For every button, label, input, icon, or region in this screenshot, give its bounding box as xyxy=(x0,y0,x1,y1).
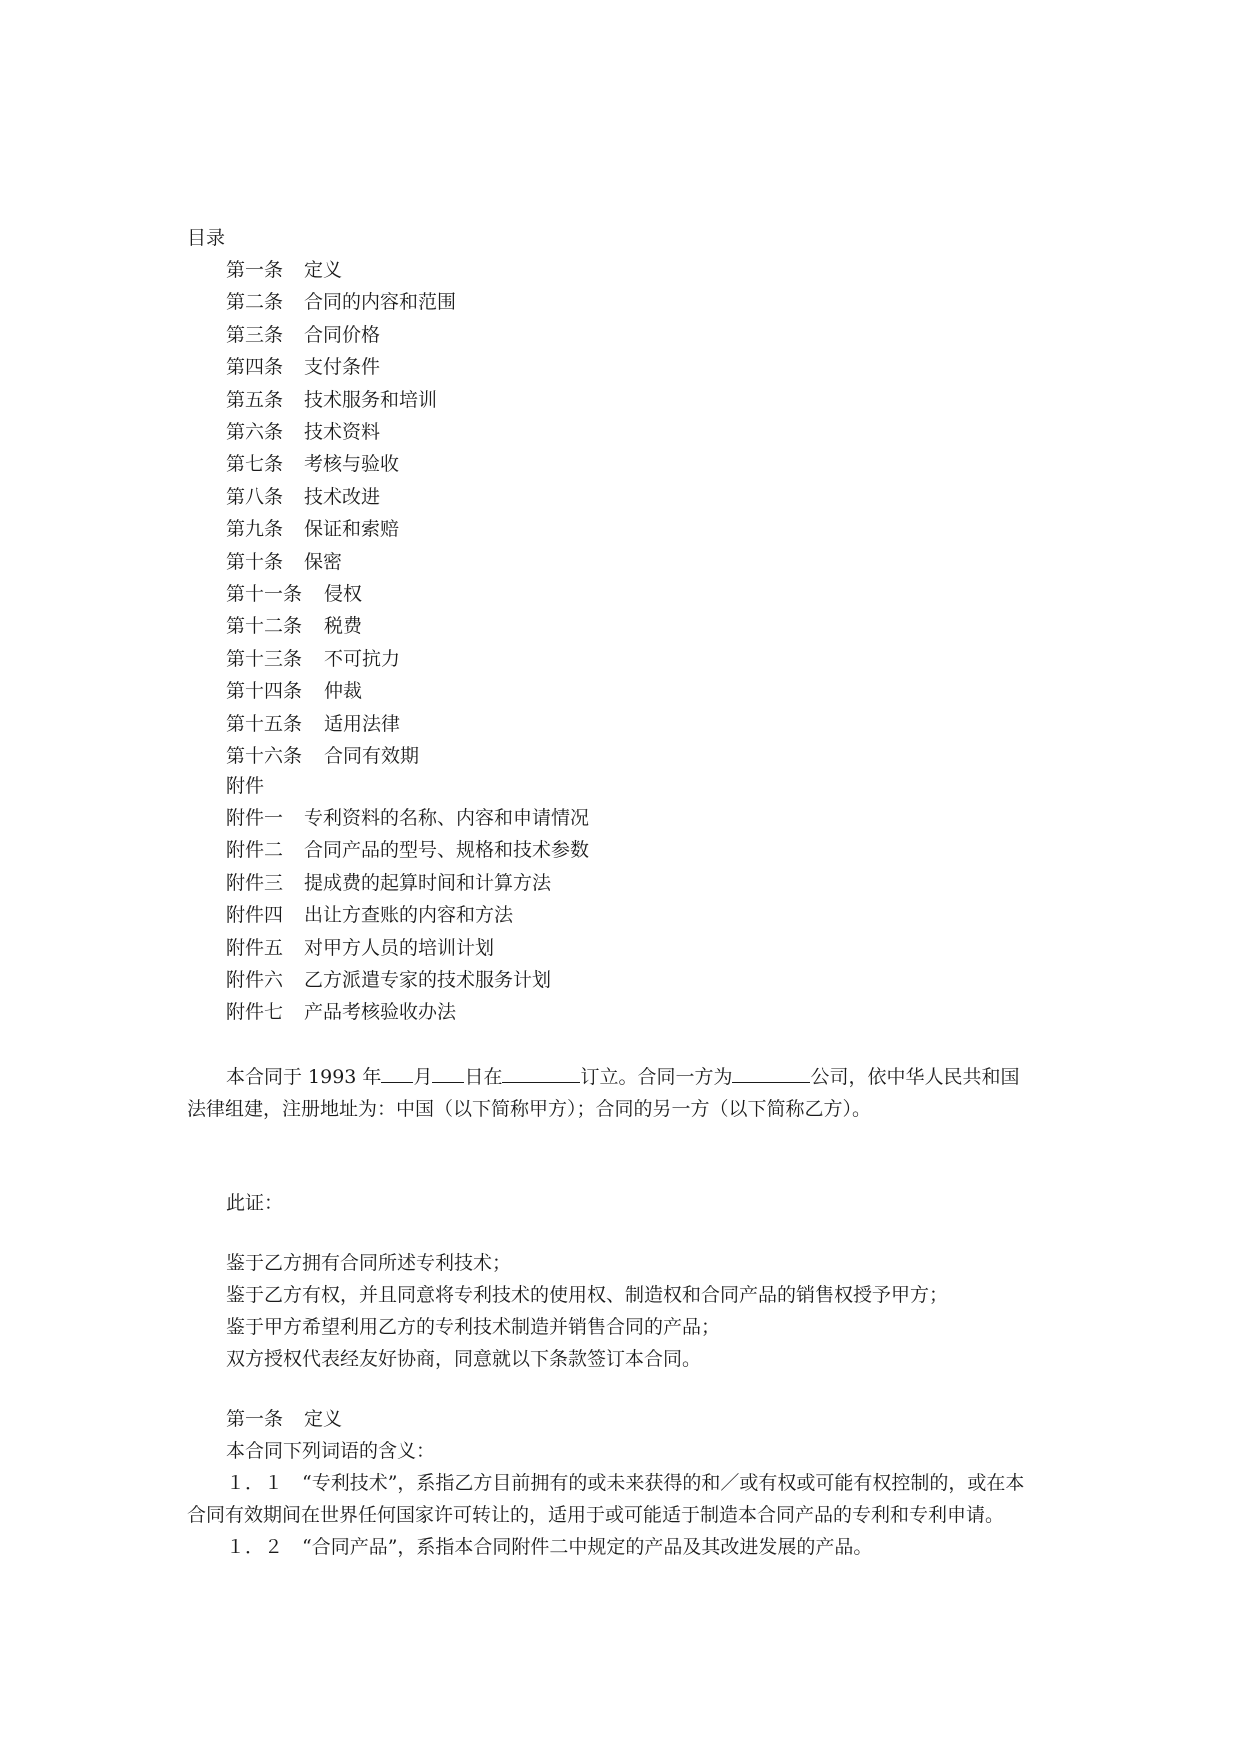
appendix-item-title: 专利资料的名称、内容和申请情况 xyxy=(304,807,590,829)
appendix-item xyxy=(226,936,494,960)
toc-item-title: 保密 xyxy=(304,550,343,573)
appendix-item xyxy=(226,838,589,862)
appendix-item xyxy=(226,903,513,927)
toc-item-number: 第三条 xyxy=(226,323,284,346)
preamble-text-b: 月 xyxy=(413,1066,433,1088)
toc-item xyxy=(226,323,380,347)
appendix-item-title: 合同产品的型号、规格和技术参数 xyxy=(304,839,590,862)
toc-item-number: 第七条 xyxy=(226,453,284,476)
toc-item xyxy=(226,355,380,379)
appendix-item-number: 附件一 xyxy=(226,807,284,829)
preamble-line-1 xyxy=(226,1065,1020,1089)
preamble-line-2: 法律组建，注册地址为：中国（以下简称甲方）；合同的另一方（以下简称乙方）。 xyxy=(187,1098,872,1120)
toc-item-title: 合同价格 xyxy=(304,323,381,346)
appendix-item-number: 附件五 xyxy=(226,936,284,959)
appendix-item-title: 产品考核验收办法 xyxy=(304,1001,457,1024)
toc-item xyxy=(226,679,362,703)
toc-item-title: 定义 xyxy=(304,259,343,281)
toc-item-number: 第八条 xyxy=(226,485,284,508)
appendix-item xyxy=(226,968,551,992)
toc-item xyxy=(226,290,456,314)
appendix-item xyxy=(226,1000,456,1024)
toc-item-number: 第十一条 xyxy=(226,583,303,605)
toc-item xyxy=(226,744,419,768)
witness-line: 鉴于甲方希望利用乙方的专利技术制造并销售合同的产品； xyxy=(226,1316,721,1338)
toc-item-number: 第十五条 xyxy=(226,712,303,735)
toc-item-title: 适用法律 xyxy=(324,712,401,735)
toc-item xyxy=(226,550,342,574)
toc-item-title: 侵权 xyxy=(324,583,363,605)
toc-item xyxy=(226,258,342,282)
toc-item-number: 第十三条 xyxy=(226,647,303,670)
appendix-heading: 附件 xyxy=(226,775,265,797)
toc-item-title: 合同有效期 xyxy=(324,745,420,767)
article-1-number: 第一条 xyxy=(226,1408,284,1430)
toc-item-number: 第十条 xyxy=(226,550,284,573)
witness-line: 鉴于乙方有权，并且同意将专利技术的使用权、制造权和合同产品的销售权授予甲方； xyxy=(226,1284,949,1306)
toc-item-number: 第四条 xyxy=(226,356,284,379)
article-1-heading xyxy=(226,1407,342,1431)
toc-item-number: 第二条 xyxy=(226,291,284,314)
toc-item-title: 不可抗力 xyxy=(324,647,401,670)
preamble-text-d: 订立。合同一方为 xyxy=(580,1066,733,1088)
witness-line: 鉴于乙方拥有合同所述专利技术； xyxy=(226,1252,512,1274)
article-1-intro: 本合同下列词语的含义： xyxy=(226,1440,436,1462)
preamble-text-a: 本合同于 1993 年 xyxy=(226,1066,382,1088)
clause-1-1-line-1: １．１ “专利技术”，系指乙方目前拥有的或未来获得的和／或有权或可能有权控制的，或在本 xyxy=(226,1472,1025,1494)
toc-item-number: 第一条 xyxy=(226,259,284,281)
preamble-text-c: 日在 xyxy=(464,1066,503,1088)
clause-1-2: １．２ “合同产品”，系指本合同附件二中规定的产品及其改进发展的产品。 xyxy=(226,1536,873,1558)
appendix-item-number: 附件四 xyxy=(226,904,284,927)
blank-day xyxy=(432,1065,464,1083)
toc-item-number: 第十六条 xyxy=(226,745,303,767)
toc-item-title: 支付条件 xyxy=(304,356,381,379)
clause-1-1-line-2: 合同有效期间在世界任何国家许可转让的，适用于或可能适于制造本合同产品的专利和专利申请。 xyxy=(187,1504,1005,1526)
toc-title: 目录 xyxy=(187,227,226,249)
toc-item xyxy=(226,420,380,444)
toc-item-title: 仲裁 xyxy=(324,680,363,703)
appendix-item-title: 出让方查账的内容和方法 xyxy=(304,904,514,927)
blank-month xyxy=(381,1065,413,1083)
toc-item-title: 技术资料 xyxy=(304,421,381,443)
toc-item-number: 第九条 xyxy=(226,518,284,541)
toc-item-title: 税费 xyxy=(324,615,363,638)
witness-line: 双方授权代表经友好协商，同意就以下条款签订本合同。 xyxy=(226,1348,702,1370)
appendix-item xyxy=(226,871,551,895)
toc-item-number: 第十二条 xyxy=(226,615,303,638)
toc-item-title: 合同的内容和范围 xyxy=(304,291,457,314)
appendix-item-number: 附件三 xyxy=(226,871,284,894)
appendix-item-title: 乙方派遣专家的技术服务计划 xyxy=(304,969,552,991)
article-1-title: 定义 xyxy=(304,1408,343,1430)
toc-item xyxy=(226,517,399,541)
toc-item-number: 第五条 xyxy=(226,388,284,411)
blank-company xyxy=(732,1065,810,1083)
appendix-item-title: 对甲方人员的培训计划 xyxy=(304,936,495,959)
toc-item xyxy=(226,712,400,736)
toc-item xyxy=(226,614,362,638)
appendix-item-number: 附件七 xyxy=(226,1001,284,1024)
toc-item xyxy=(226,485,380,509)
toc-item xyxy=(226,582,362,606)
toc-item-title: 技术改进 xyxy=(304,485,381,508)
witness-heading: 此证： xyxy=(226,1192,284,1214)
appendix-item-number: 附件六 xyxy=(226,969,284,991)
toc-item-number: 第十四条 xyxy=(226,680,303,703)
toc-item xyxy=(226,388,437,412)
toc-item-title: 技术服务和培训 xyxy=(304,388,438,411)
appendix-item-title: 提成费的起算时间和计算方法 xyxy=(304,871,552,894)
toc-item-title: 考核与验收 xyxy=(304,453,400,476)
appendix-item xyxy=(226,806,589,830)
toc-item xyxy=(226,452,399,476)
toc-item xyxy=(226,647,400,671)
toc-item-title: 保证和索赔 xyxy=(304,518,400,541)
toc-item-number: 第六条 xyxy=(226,421,284,443)
appendix-item-number: 附件二 xyxy=(226,839,284,862)
preamble-text-e: 公司，依中华人民共和国 xyxy=(810,1066,1020,1088)
blank-place xyxy=(502,1065,580,1083)
